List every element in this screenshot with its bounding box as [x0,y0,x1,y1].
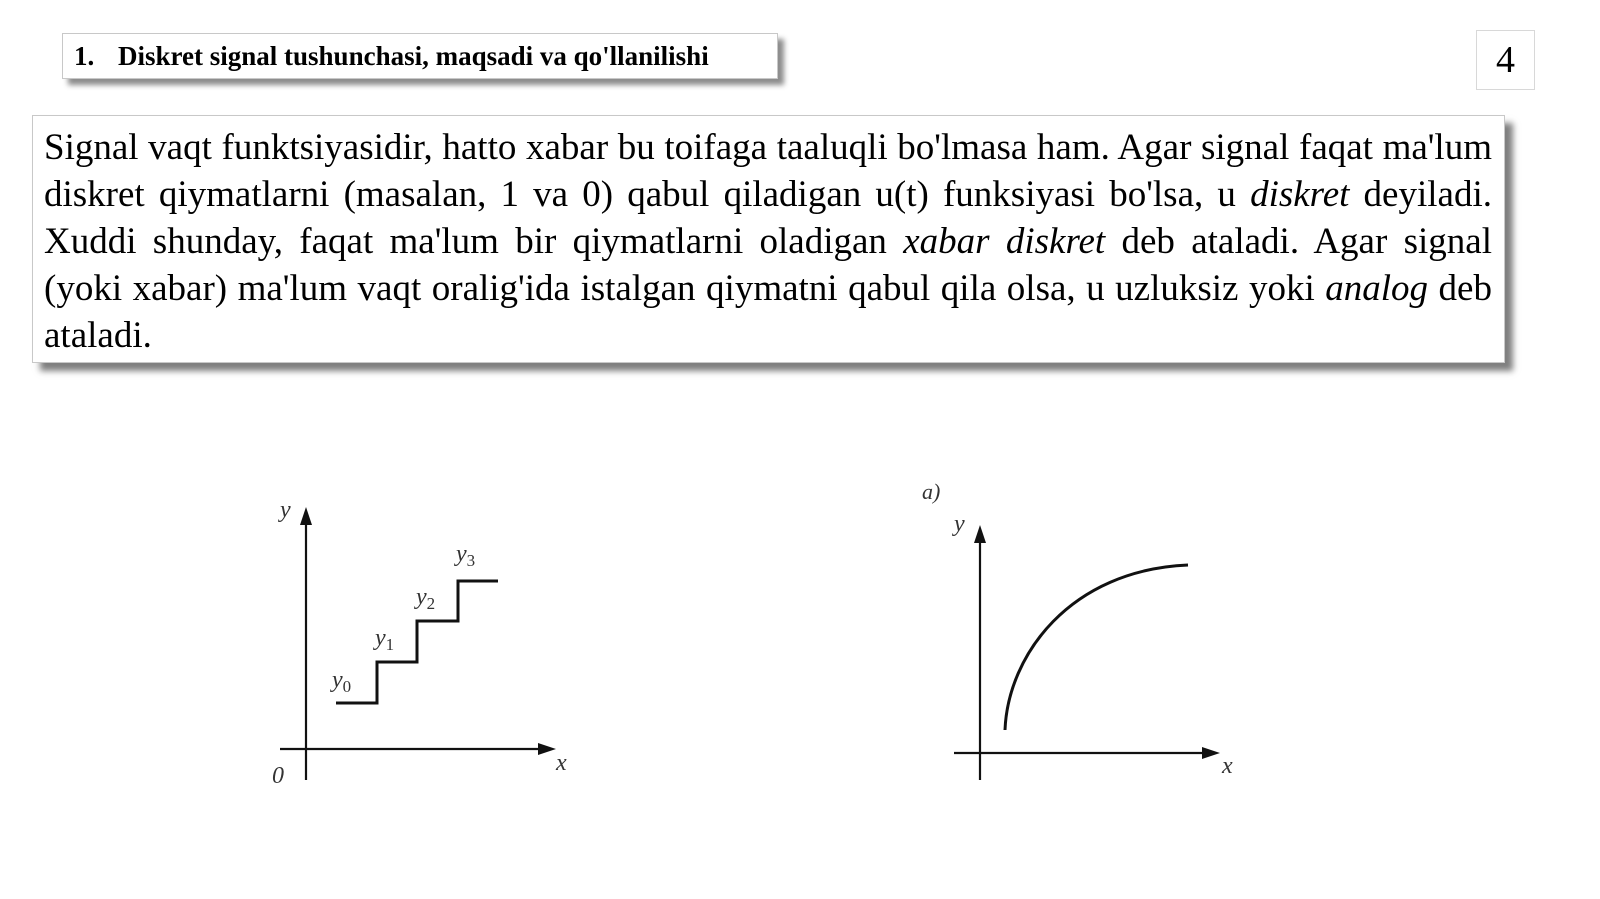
term-analog: analog [1325,268,1429,309]
term-xabar-diskret: xabar diskret [903,221,1106,262]
x-axis-arrow [1202,747,1220,759]
definition-paragraph [44,124,1492,359]
analog-signal-figure [910,475,1250,795]
page-number: 4 [1476,30,1535,90]
y-axis-label: y [280,497,291,523]
step-label-y2: $y_2$ [416,584,436,613]
x-axis-label: x [1222,753,1233,779]
y-axis-arrow [974,525,986,543]
y-axis-label: y [954,511,965,537]
x-axis-arrow [538,743,556,755]
definition-text-box [32,115,1505,363]
section-title-text: Diskret signal tushunchasi, maqsadi va qo'llanilishi [118,40,709,71]
text-run-3: deb ataladi. Agar signal (yoki xabar) ma'lum vaqt oralig'ida istalgan qiymatni qabul qila olsa, u uzluksiz yoki [44,221,1492,309]
text-run-4: deb ataladi. [44,268,1492,356]
x-axis-label: x [556,750,567,776]
text-run-2: deyiladi. Xuddi shunday, faqat ma'lum bir qiymatlarni oladigan [44,174,1492,262]
term-diskret: diskret [1250,174,1350,215]
step-label-y1: $y_1$ [375,625,395,654]
discrete-signal-figure [260,485,590,795]
y-axis-arrow [300,507,312,525]
section-title [62,33,778,79]
text-run-1: Signal vaqt funktsiyasidir, hatto xabar bu toifaga taaluqli bo'lmasa ham. Agar signal faqat ma'lum diskret qiymatlarni (masalan, 1 va 0) qabul qiladigan u(t) funksiyasi bo'lsa, u [44,127,1492,215]
section-number: 1. [74,40,95,71]
step-label-y0: $y_0$ [332,667,352,696]
step-label-y3: $y_3$ [456,541,476,570]
origin-label: 0 [272,763,284,789]
analog-curve [1005,565,1188,730]
panel-label: a) [922,479,941,504]
